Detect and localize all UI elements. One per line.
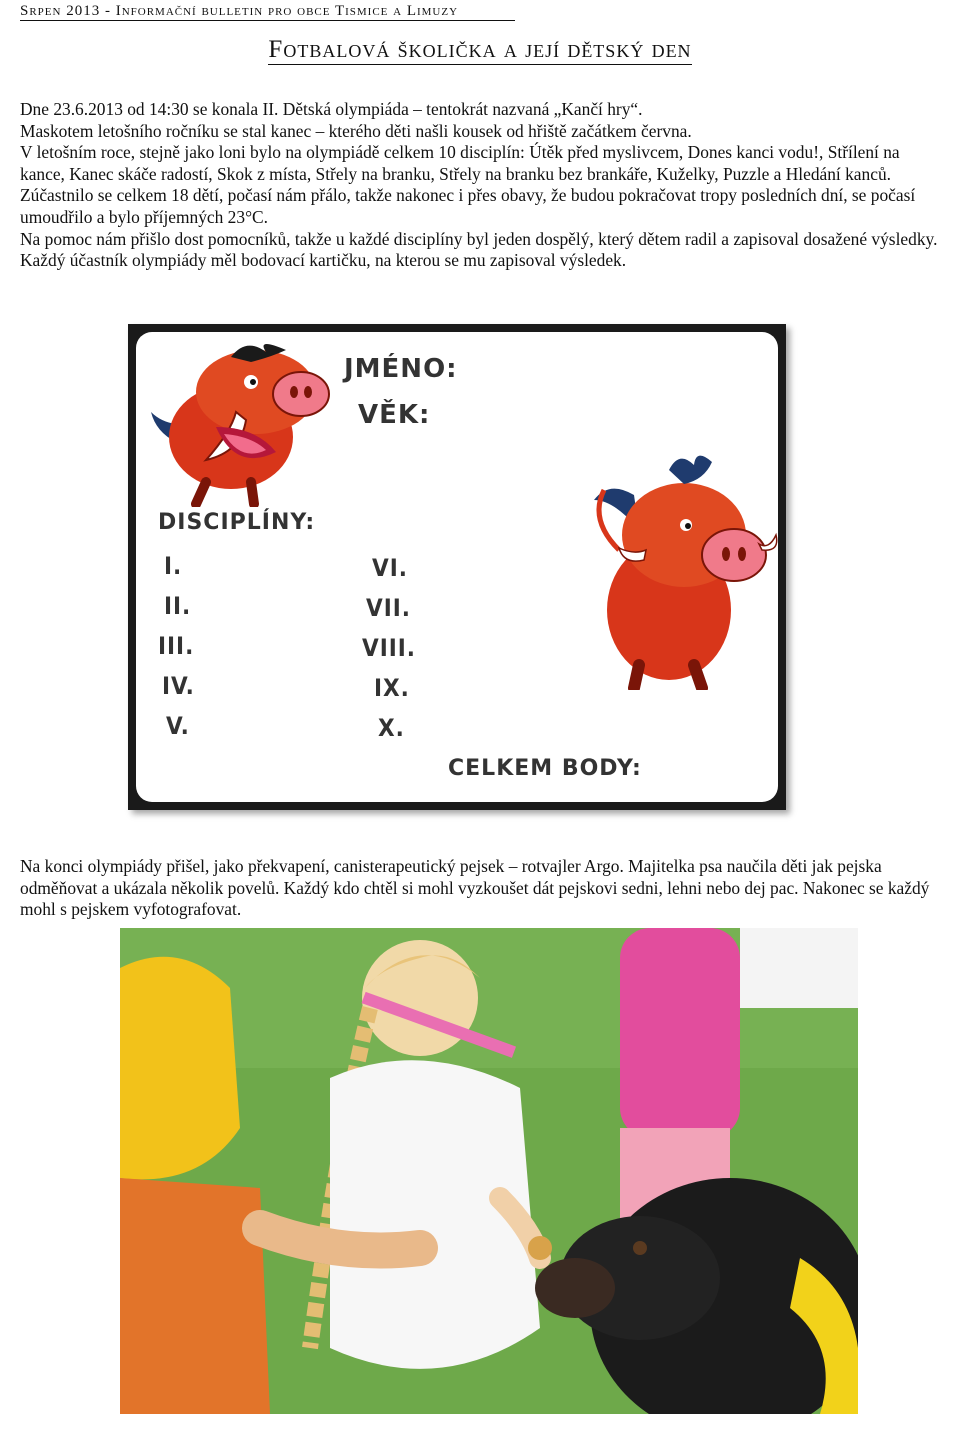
- discipline-numeral: I.: [164, 552, 183, 580]
- discipline-numeral: VIII.: [362, 634, 416, 662]
- warthog-mascot-icon: [136, 332, 336, 507]
- photo-illustration: [120, 928, 858, 1414]
- discipline-numeral: III.: [158, 632, 195, 660]
- running-header: Srpen 2013 - Informační bulletin pro obce Tismice a Limuzy: [20, 2, 515, 21]
- discipline-numeral: IV.: [162, 672, 195, 700]
- discipline-numeral: VII.: [366, 594, 411, 622]
- intro-paragraph-5: Na pomoc nám přišlo dost pomocníků, takže u každé disciplíny byl jeden dospělý, který dětem radil a zapisoval dosažené výsledky. Každý účastník olympiády měl bodovací kartičku, na kterou se mu zapisoval výsledek.: [20, 228, 938, 271]
- intro-paragraph-3: V letošním roce, stejně jako loni bylo na olympiádě celkem 10 disciplín: Útěk před myslivcem, Dones kanci vodu!, Střílení na kance, Kanec skáče radostí, Skok z místa, Střely na branku, Střely na branku bez brankáře, Kuželky, Puzzle a Hledání kanců.: [20, 142, 900, 184]
- photo-girl-feeding-rottweiler: [120, 928, 858, 1414]
- scorecard: [136, 332, 778, 802]
- article-outro: [20, 856, 940, 921]
- intro-paragraph-1: Dne 23.6.2013 od 14:30 se konala II. Dětská olympiáda – tentokrát nazvaná „Kančí hry“.: [20, 99, 643, 119]
- scorecard-image: [128, 324, 786, 810]
- scorecard-disciplines-label: DISCIPLÍNY:: [158, 510, 316, 535]
- article-title-text: Fotbalová školička a její dětský den: [268, 36, 692, 63]
- outro-paragraph-1: Na konci olympiády přišel, jako překvapení, canisterapeutický pejsek – rotvajler Argo. Majitelka psa naučila děti jak pejska odměňovat a ukázala několik povelů. Každý kdo chtěl si mohl vyzkoušet dát pejskovi sedni, lehni nebo dej pac. Nakonec se každý mohl s pejskem vyfotografovat.: [20, 856, 930, 920]
- article-title: [0, 36, 960, 64]
- discipline-numeral: VI.: [372, 554, 408, 582]
- discipline-numeral: X.: [378, 714, 405, 742]
- scorecard-total-label: CELKEM BODY:: [448, 756, 642, 781]
- scorecard-age-label: VĚK:: [358, 400, 431, 430]
- discipline-numeral: IX.: [374, 674, 410, 702]
- discipline-numeral: V.: [166, 712, 190, 740]
- scorecard-name-label: JMÉNO:: [344, 354, 458, 384]
- intro-paragraph-4: Zúčastnilo se celkem 18 dětí, počasí nám přálo, takže nakonec i přes obavy, že budou pokračovat tropy posledních dní, se počasí umoudřilo a bylo příjemných 23°C.: [20, 185, 916, 227]
- intro-paragraph-2: Maskotem letošního ročníku se stal kanec – kterého děti našli kousek od hřiště začátkem června.: [20, 120, 692, 141]
- discipline-numeral: II.: [164, 592, 192, 620]
- article-intro: [20, 99, 940, 272]
- warthog-mascot-icon: [584, 440, 778, 690]
